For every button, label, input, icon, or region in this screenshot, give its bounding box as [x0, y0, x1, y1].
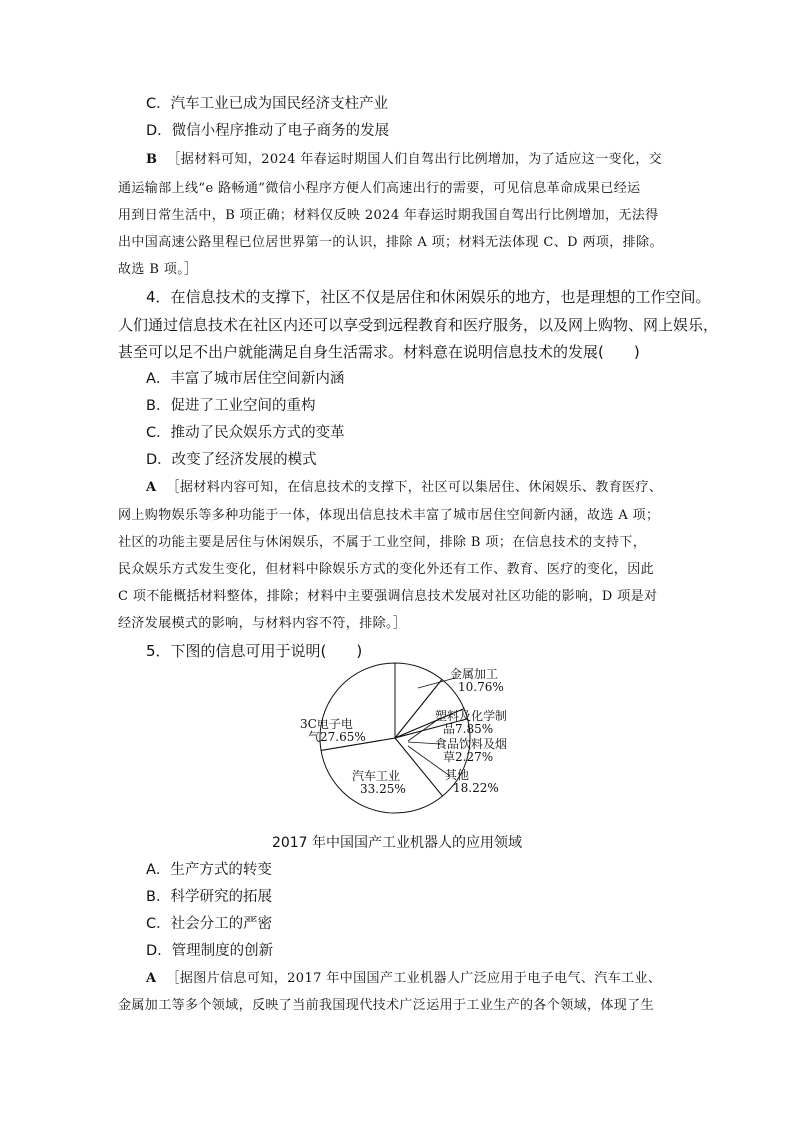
q3-analysis-line [146, 153, 662, 166]
q4-analysis-line [146, 481, 662, 494]
pie-label-food: 食品饮料及烟草2.27% [435, 737, 508, 764]
q4-analysis-line: C 项不能概括材料整体，排除；材料中主要强调信息技术发展对社区功能的影响，D 项是对 [118, 589, 658, 604]
q4-analysis-line: 经济发展模式的影响，与材料内容不符，排除。］ [118, 616, 407, 631]
q5-option-a: A．生产方式的转变 [146, 862, 272, 878]
q4-analysis-line: 民众娱乐方式发生变化，但材料中除娱乐方式的变化外还有工作、教育、医疗的变化，因此 [118, 562, 655, 577]
q4-analysis-text: ［据材料内容可知，在信息技术的支撑下，社区可以集居住、休闲娱乐、教育医疗、 [166, 480, 663, 495]
q5-answer: A [146, 971, 157, 986]
q4-stem-line: 4．在信息技术的支撑下，社区不仅是居住和休闲娱乐的地方，也是理想的工作空间。 [146, 288, 711, 306]
q4-analysis-line: 社区的功能主要是居住与休闲娱乐，不属于工业空间，排除 B 项；在信息技术的支持下， [118, 535, 647, 550]
q3-analysis-line: 通运输部上线“e 路畅通”微信小程序方便人们高速出行的需要，可见信息革命成果已经运 [118, 181, 641, 196]
q4-analysis-line: 网上购物娱乐等多种功能于一体，体现出信息技术丰富了城市居住空间新内涵，故选 A 项； [118, 508, 660, 523]
pie-label-plastic: 塑料及化学制品7.85% [435, 709, 508, 736]
q4-stem-line: 人们通过信息技术在社区内还可以享受到远程教育和医疗服务，以及网上购物、网上娱乐， [118, 316, 719, 334]
q3-analysis-line: 出中国高速公路里程已位居世界第一的认识，排除 A 项；材料无法体现 C、D 两项，排除。 [118, 235, 663, 250]
q5-option-b: B．科学研究的拓展 [146, 889, 272, 905]
q4-option-a: A．丰富了城市居住空间新内涵 [146, 371, 345, 387]
q3-option-c: C．汽车工业已成为国民经济支柱产业 [146, 96, 389, 112]
q3-analysis-text: ［据材料可知，2024 年春运时期国人们自驾出行比例增加，为了适应这一变化，交 [167, 152, 663, 167]
q4-option-d: D．改变了经济发展的模式 [146, 452, 317, 468]
q4-option-c: C．推动了民众娱乐方式的变革 [146, 425, 345, 441]
q3-option-d: D．微信小程序推动了电子商务的发展 [146, 123, 390, 139]
q5-analysis-line [146, 972, 661, 985]
pie-label-electronics: 3C电子电气27.65% [300, 717, 366, 744]
q5-analysis-line: 金属加工等多个领域，反映了当前我国现代技术广泛运用于工业生产的各个领域，体现了生 [118, 998, 655, 1013]
pie-label-auto: 汽车工业 33.25% [352, 769, 406, 796]
q5-analysis-text: ［据图片信息可知，2017 年中国国产工业机器人广泛应用于电子电气、汽车工业、 [166, 971, 662, 986]
q4-option-b: B．促进了工业空间的重构 [146, 398, 316, 414]
q5-option-d: D．管理制度的创新 [146, 943, 274, 959]
q5-option-c: C．社会分工的严密 [146, 916, 273, 932]
q4-answer: A [146, 480, 157, 495]
q3-analysis-line: 故选 B 项。］ [118, 262, 198, 277]
q5-stem: 5．下图的信息可用于说明( ) [146, 642, 363, 660]
q3-answer: B [146, 152, 158, 167]
q3-analysis-line: 用到日常生活中，B 项正确；材料仅反映 2024 年春运时期我国自驾出行比例增加，无法得 [118, 208, 659, 223]
pie-label-other: 其他 18.22% [445, 768, 499, 795]
chart-caption: 2017 年中国国产工业机器人的应用领域 [271, 835, 523, 851]
q4-stem-line: 甚至可以足不出户就能满足自身生活需求。材料意在说明信息技术的发展( ) [118, 343, 640, 361]
pie-chart [290, 658, 540, 818]
pie-label-metal: 金属加工 10.76% [450, 667, 504, 694]
